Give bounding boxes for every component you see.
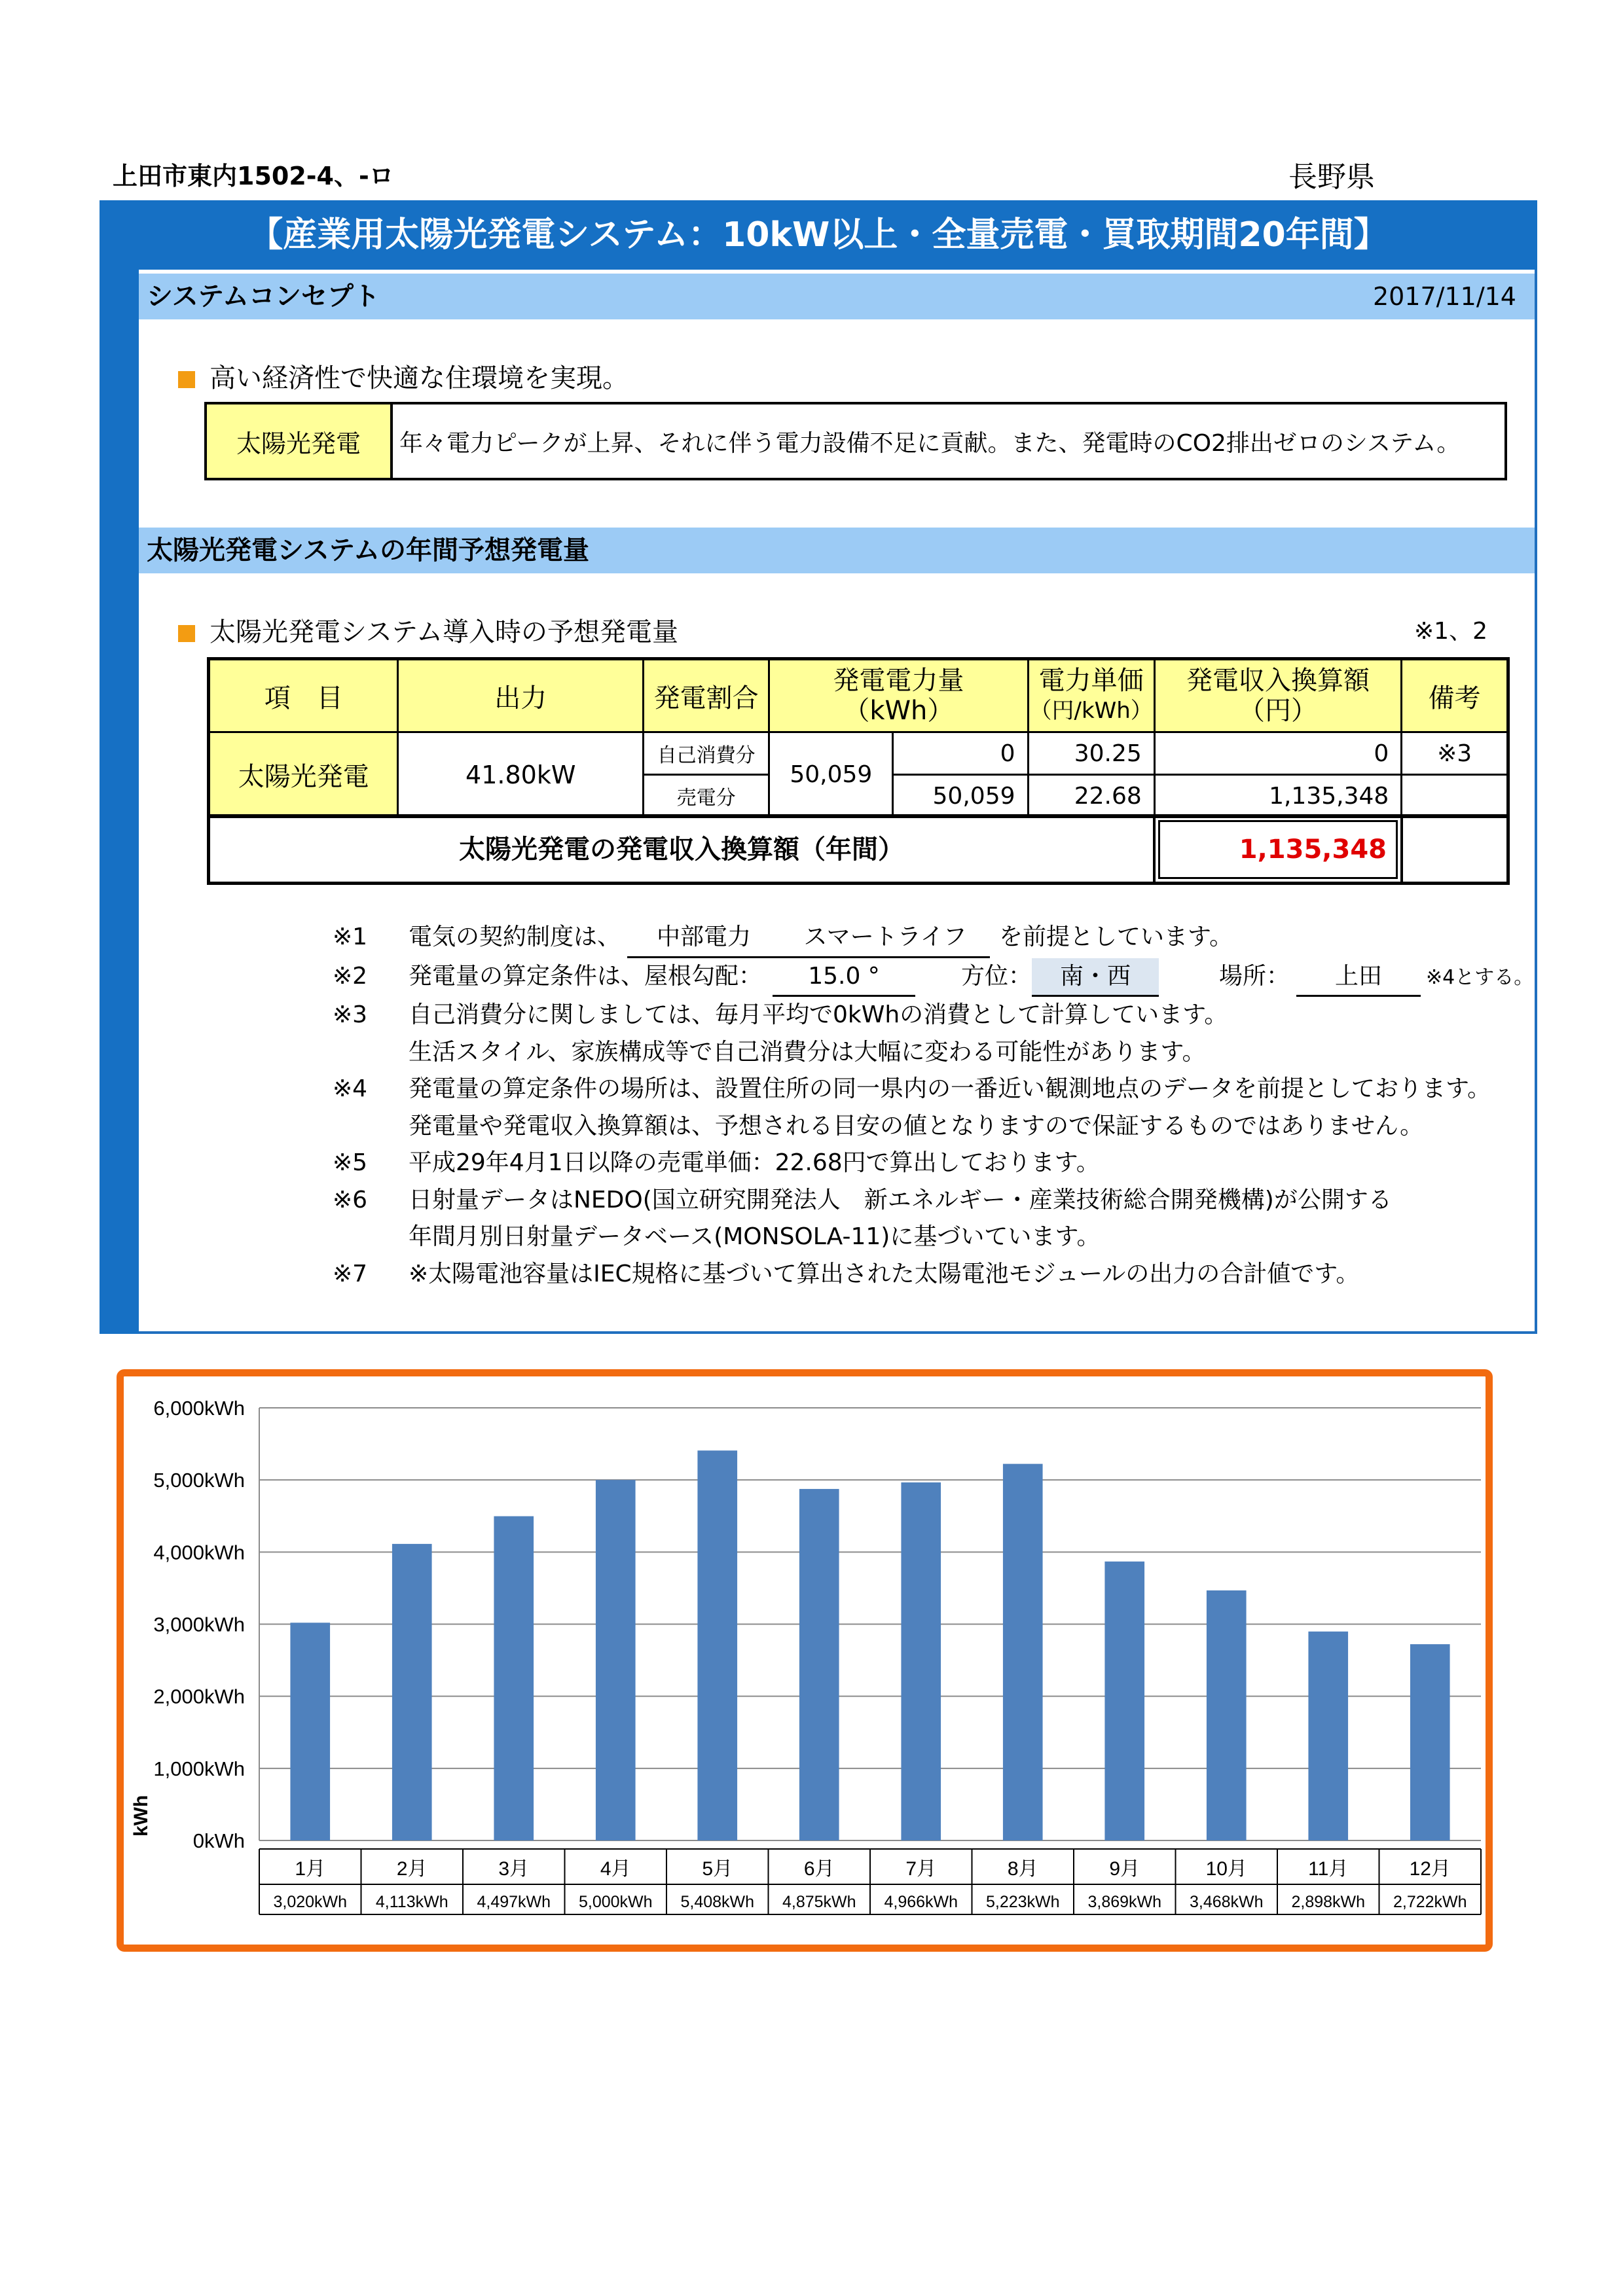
x-tick-label: 4月	[600, 1858, 631, 1880]
note-2-azimuth-label: 方位：	[961, 962, 1032, 990]
x-tick-label: 6月	[803, 1858, 835, 1880]
note-2-tail: ※4とする。	[1426, 965, 1534, 989]
note-7-text: ※太陽電池容量はIEC規格に基づいて算出された太陽電池モジュールの出力の合計値です。	[409, 1260, 1360, 1287]
bar-1	[290, 1623, 330, 1840]
note-4-text-2: 発電量や発電収入換算額は、予想される目安の値となりますので保証するものではありません。	[409, 1112, 1424, 1139]
sell-remark	[1402, 775, 1508, 817]
note-4-key: ※4	[333, 1075, 368, 1102]
note-6-text: 日射量データはNEDO(国立研究開発法人 新エネルギー・産業技術総合開発機構)が公開する	[409, 1186, 1392, 1213]
data-label: 3,869kWh	[1087, 1893, 1162, 1911]
bar-10	[1207, 1590, 1247, 1840]
note-2-azimuth: 南・西	[1032, 958, 1159, 997]
y-tick-label: 4,000kWh	[153, 1541, 245, 1564]
bar-8	[1003, 1464, 1043, 1840]
bar-6	[799, 1489, 839, 1840]
note-1-plan: スマートライフ	[780, 919, 990, 958]
note-4-text: 発電量の算定条件の場所は、設置住所の同一県内の一番近い観測地点のデータを前提としております。	[409, 1075, 1491, 1102]
note-3	[333, 997, 1533, 1034]
total-kwh: 50,059	[769, 732, 893, 817]
self-remark: ※3	[1402, 732, 1508, 775]
x-tick-label: 11月	[1308, 1858, 1349, 1880]
col-amount-unit: （kWh）	[843, 696, 954, 726]
col-income-label: 発電収入換算額	[1186, 666, 1370, 696]
output-value: 41.80kW	[398, 732, 644, 817]
data-label: 3,020kWh	[273, 1893, 348, 1911]
x-tick-label: 1月	[295, 1858, 326, 1880]
note-3-key: ※3	[333, 1001, 368, 1028]
self-kwh: 0	[893, 732, 1028, 775]
col-price-label: 電力単価	[1038, 666, 1144, 696]
data-label: 4,875kWh	[782, 1893, 856, 1911]
concept-section-header	[139, 274, 1535, 319]
x-tick-label: 7月	[905, 1858, 937, 1880]
total-value-cell	[1153, 817, 1403, 882]
total-row	[207, 814, 1510, 885]
chart-frame	[117, 1369, 1493, 1952]
bar-3	[494, 1516, 534, 1840]
total-value: 1,135,348	[1158, 820, 1398, 879]
bar-4	[596, 1480, 636, 1840]
concept-label: 太陽光発電	[206, 403, 392, 479]
note-6	[333, 1182, 1533, 1219]
note-2-key: ※2	[333, 962, 368, 990]
concept-bullet	[178, 357, 629, 395]
note-6-cont	[333, 1219, 1533, 1256]
data-label: 3,468kWh	[1189, 1893, 1264, 1911]
bar-5	[697, 1450, 737, 1840]
data-label: 4,113kWh	[375, 1893, 448, 1911]
y-tick-label: 0kWh	[192, 1829, 245, 1852]
note-1-tail: を前提としています。	[999, 924, 1233, 950]
data-label: 2,722kWh	[1393, 1893, 1467, 1911]
data-label: 5,408kWh	[680, 1893, 755, 1911]
x-tick-label: 2月	[396, 1858, 428, 1880]
self-price: 30.25	[1028, 732, 1154, 775]
note-6-key: ※6	[333, 1186, 368, 1213]
total-label: 太陽光発電の発電収入換算額（年間）	[459, 834, 904, 865]
y-tick-label: 2,000kWh	[153, 1685, 245, 1708]
note-5-text: 平成29年4月1日以降の売電単価：22.68円で算出しております。	[409, 1149, 1100, 1176]
report-title: 【産業用太陽光発電システム：10kW以上・全量売電・買取期間20年間】	[100, 200, 1537, 270]
notes	[333, 919, 1533, 1293]
x-tick-label: 10月	[1205, 1858, 1247, 1880]
note-4	[333, 1071, 1533, 1108]
bar-7	[901, 1482, 941, 1840]
note-1	[333, 919, 1533, 958]
col-price-unit: （円/kWh）	[1029, 698, 1153, 724]
y-tick-label: 1,000kWh	[153, 1757, 245, 1780]
y-tick-label: 6,000kWh	[153, 1397, 245, 1420]
prefecture: 長野県	[1288, 160, 1375, 194]
x-tick-label: 3月	[498, 1858, 530, 1880]
data-label: 2,898kWh	[1291, 1893, 1366, 1911]
report-date: 2017/11/14	[1372, 282, 1516, 311]
annual-bullet	[178, 611, 678, 649]
data-label: 4,497kWh	[477, 1893, 551, 1911]
note-4-cont	[333, 1108, 1533, 1145]
data-label: 5,223kWh	[985, 1893, 1060, 1911]
col-output: 出力	[398, 659, 644, 732]
address: 上田市東内1502-4、-ロ	[113, 162, 394, 190]
concept-text: 年々電力ピークが上昇、それに伴う電力設備不足に貢献。また、発電時のCO2排出ゼロのシステム。	[392, 403, 1506, 479]
generation-table	[207, 657, 1510, 818]
note-1-key: ※1	[333, 924, 368, 950]
col-amount	[769, 659, 1028, 732]
left-stripe	[100, 270, 139, 1334]
orange-square-icon	[178, 625, 195, 642]
orange-square-icon	[178, 371, 195, 388]
note-2-text: 発電量の算定条件は、屋根勾配：	[409, 962, 763, 990]
bar-12	[1410, 1644, 1450, 1840]
note-3-text: 自己消費分に関しましては、毎月平均で0kWhの消費として計算しています。	[409, 1001, 1228, 1028]
y-axis-label: kWh	[130, 1795, 152, 1837]
y-tick-label: 5,000kWh	[153, 1469, 245, 1492]
col-income-unit: （円）	[1239, 696, 1318, 726]
sell-price: 22.68	[1028, 775, 1154, 817]
note-7	[333, 1256, 1533, 1293]
note-5	[333, 1145, 1533, 1182]
note-reference: ※1、2	[1414, 618, 1487, 645]
concept-heading: システムコンセプト	[147, 281, 380, 312]
row-label: 太陽光発電	[209, 732, 398, 817]
note-2-pitch: 15.0 °	[773, 958, 915, 997]
concept-table	[204, 402, 1507, 480]
sell-label: 売電分	[643, 775, 769, 817]
data-label: 5,000kWh	[578, 1893, 653, 1911]
x-tick-label: 5月	[702, 1858, 733, 1880]
annual-heading: 太陽光発電システムの年間予想発電量	[147, 535, 589, 565]
self-income: 0	[1154, 732, 1401, 775]
bar-9	[1104, 1562, 1144, 1840]
annual-bullet-text: 太陽光発電システム導入時の予想発電量	[210, 617, 678, 647]
note-3-text-2: 生活スタイル、家族構成等で自己消費分は大幅に変わる可能性があります。	[409, 1038, 1206, 1066]
bar-11	[1308, 1632, 1348, 1840]
col-amount-label: 発電電力量	[833, 666, 964, 696]
x-tick-label: 12月	[1409, 1858, 1451, 1880]
note-3-cont	[333, 1034, 1533, 1071]
x-tick-label: 8月	[1007, 1858, 1038, 1880]
y-tick-label: 3,000kWh	[153, 1613, 245, 1636]
note-7-key: ※7	[333, 1260, 368, 1287]
sell-kwh: 50,059	[893, 775, 1028, 817]
self-label: 自己消費分	[643, 732, 769, 775]
note-2	[333, 958, 1533, 997]
annual-section-header	[139, 528, 1535, 573]
note-1-text: 電気の契約制度は、	[409, 924, 621, 950]
monthly-generation-chart	[124, 1376, 1486, 1945]
col-item: 項 目	[209, 659, 398, 732]
note-5-key: ※5	[333, 1149, 368, 1176]
note-2-place-label: 場所：	[1219, 962, 1290, 990]
col-income	[1154, 659, 1401, 732]
sell-income: 1,135,348	[1154, 775, 1401, 817]
data-label: 4,966kWh	[884, 1893, 958, 1911]
col-remark: 備考	[1402, 659, 1508, 732]
note-2-place: 上田	[1296, 958, 1421, 997]
bar-2	[392, 1544, 432, 1840]
col-price	[1028, 659, 1154, 732]
col-ratio: 発電割合	[643, 659, 769, 732]
x-tick-label: 9月	[1109, 1858, 1140, 1880]
note-6-text-2: 年間月別日射量データベース(MONSOLA-11)に基づいています。	[409, 1223, 1101, 1250]
concept-bullet-text: 高い経済性で快適な住環境を実現。	[210, 363, 629, 393]
note-1-company: 中部電力	[627, 919, 780, 958]
